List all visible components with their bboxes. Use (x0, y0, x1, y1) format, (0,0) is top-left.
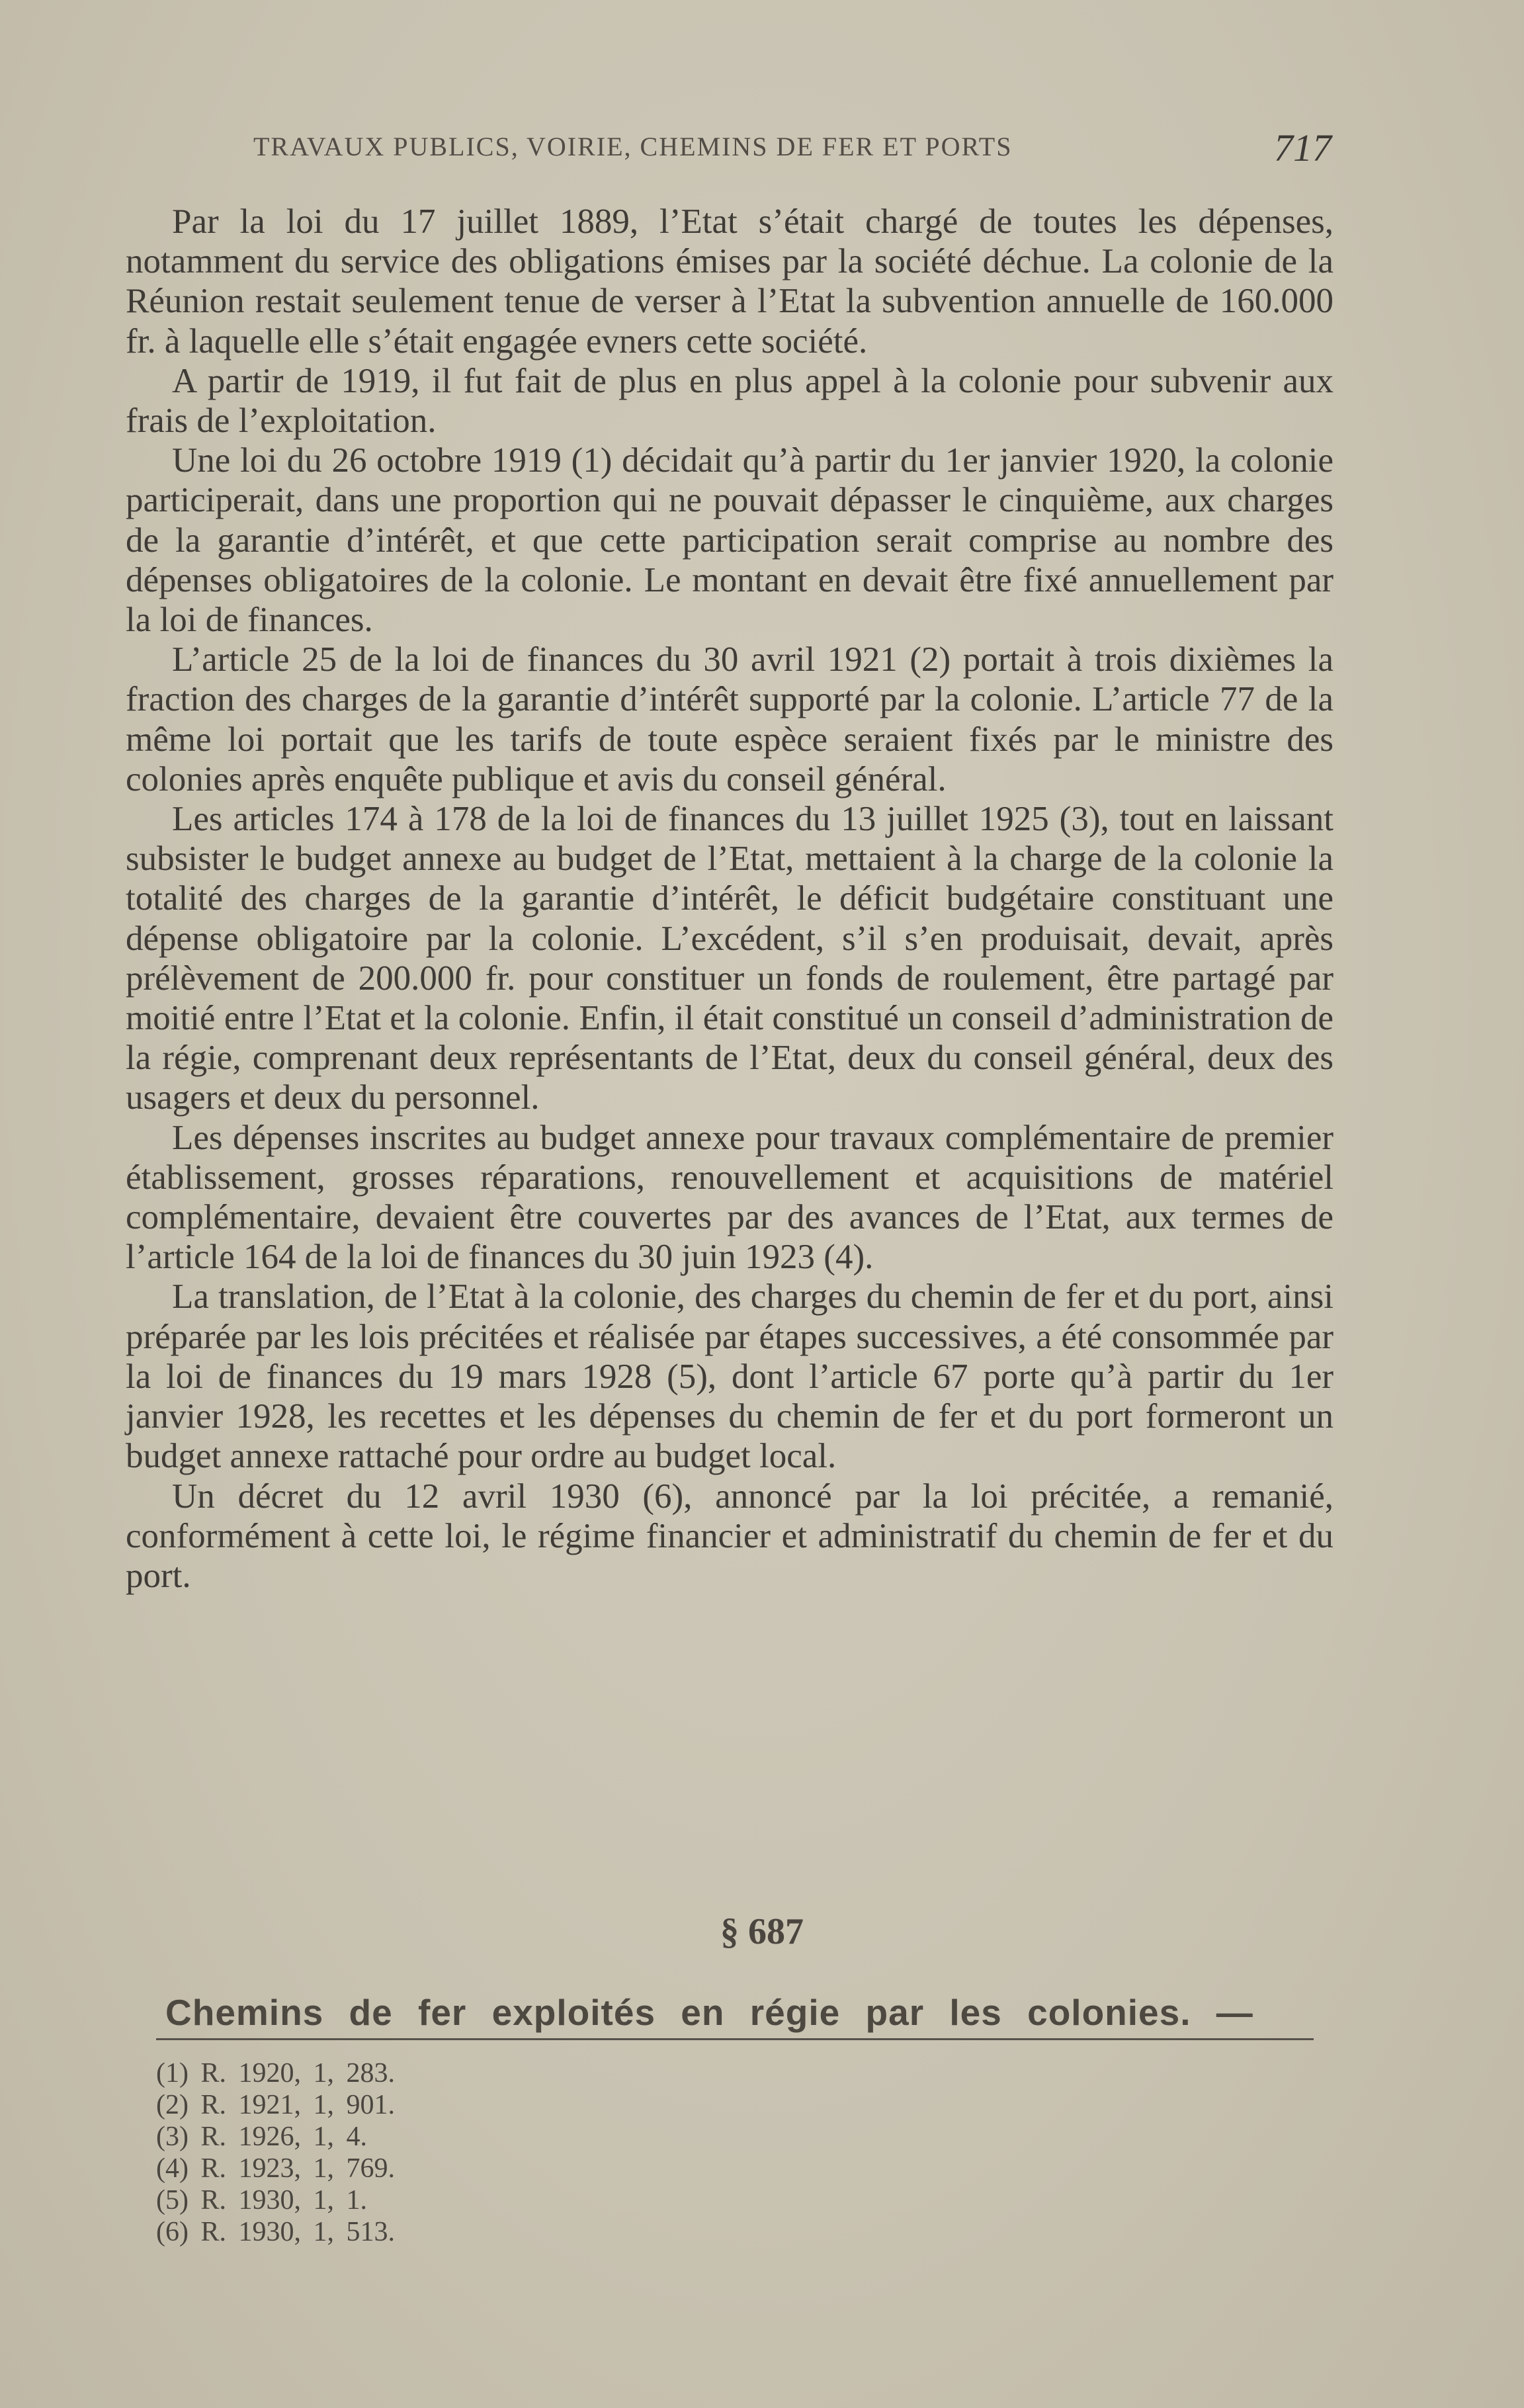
paragraph: Les dépenses inscrites au budget annexe pour travaux complémentaire de premier établissement, grosses réparations, renouvellement et acquisitions de matériel complémentaire, devaient être couvertes par des avances de l’Etat, aux termes de l’article 164 de la loi de finances du 30 juin 1923 (4). (126, 1118, 1334, 1277)
section-number: § 687 (720, 1911, 804, 1952)
body-text (126, 202, 1334, 1596)
footnote: (1) R. 1920, 1, 283. (156, 2058, 395, 2088)
paragraph: Un décret du 12 avril 1930 (6), annoncé par la loi précitée, a remanié, conformément à cette loi, le régime financier et administratif du chemin de fer et du port. (126, 1477, 1334, 1595)
footnote: (2) R. 1921, 1, 901. (156, 2090, 395, 2120)
footnote-divider (156, 2038, 1314, 2040)
footnote: (4) R. 1923, 1, 769. (156, 2153, 395, 2184)
paragraph: Par la loi du 17 juillet 1889, l’Etat s’était chargé de toutes les dépenses, notamment du service des obligations émises par la société déchue. La colonie de la Réunion restait seulement tenue de verser à l’Etat la subvention annuelle de 160.000 fr. à laquelle elle s’était engagée evners cette société. (126, 202, 1334, 361)
running-title: TRAVAUX PUBLICS, VOIRIE, CHEMINS DE FER ET PORTS (253, 132, 1013, 161)
paragraph: Les articles 174 à 178 de la loi de finances du 13 juillet 1925 (3), tout en laissant subsister le budget annexe au budget de l’Etat, mettaient à la charge de la colonie la totalité des charges de la garantie d’intérêt, le déficit budgétaire constituant une dépense obligatoire par la colonie. L’excédent, s’il s’en produisait, devait, après prélèvement de 200.000 fr. pour constituer un fonds de roulement, être partagé par moitié entre l’Etat et la colonie. Enfin, il était constitué un conseil d’administration de la régie, comprenant deux représentants de l’Etat, deux du conseil général, deux des usagers et deux du personnel. (126, 800, 1334, 1117)
footnote: (6) R. 1930, 1, 513. (156, 2217, 395, 2247)
paragraph: La translation, de l’Etat à la colonie, des charges du chemin de fer et du port, ainsi préparée par les lois précitées et réalisée par étapes successives, a été consommée par la loi de finances du 19 mars 1928 (5), dont l’article 67 porte qu’à partir du 1er janvier 1928, les recettes et les dépenses du chemin de fer et du port formeront un budget annexe rattaché pour ordre au budget local. (126, 1277, 1334, 1476)
footnote: (5) R. 1930, 1, 1. (156, 2185, 367, 2215)
paragraph: A partir de 1919, il fut fait de plus en plus appel à la colonie pour subvenir aux frais de l’exploitation. (126, 361, 1334, 441)
page-header (253, 126, 1338, 172)
footnotes (156, 2057, 751, 2248)
section-title: Chemins de fer exploités en régie par les colonies. — (165, 1992, 1253, 2033)
page-number: 717 (1274, 126, 1332, 169)
footnote: (3) R. 1926, 1, 4. (156, 2122, 367, 2152)
paragraph: Une loi du 26 octobre 1919 (1) décidait qu’à partir du 1er janvier 1920, la colonie participerait, dans une proportion qui ne pouvait dépasser le cinquième, aux charges de la garantie d’intérêt, et que cette participation serait comprise au nombre des dépenses obligatoires de la colonie. Le montant en devait être fixé annuellement par la loi de finances. (126, 441, 1334, 640)
paragraph: L’article 25 de la loi de finances du 30 avril 1921 (2) portait à trois dixièmes la fraction des charges de la garantie d’intérêt supporté par la colonie. L’article 77 de la même loi portait que les tarifs de toute espèce seraient fixés par le ministre des colonies après enquête publique et avis du conseil général. (126, 640, 1334, 798)
